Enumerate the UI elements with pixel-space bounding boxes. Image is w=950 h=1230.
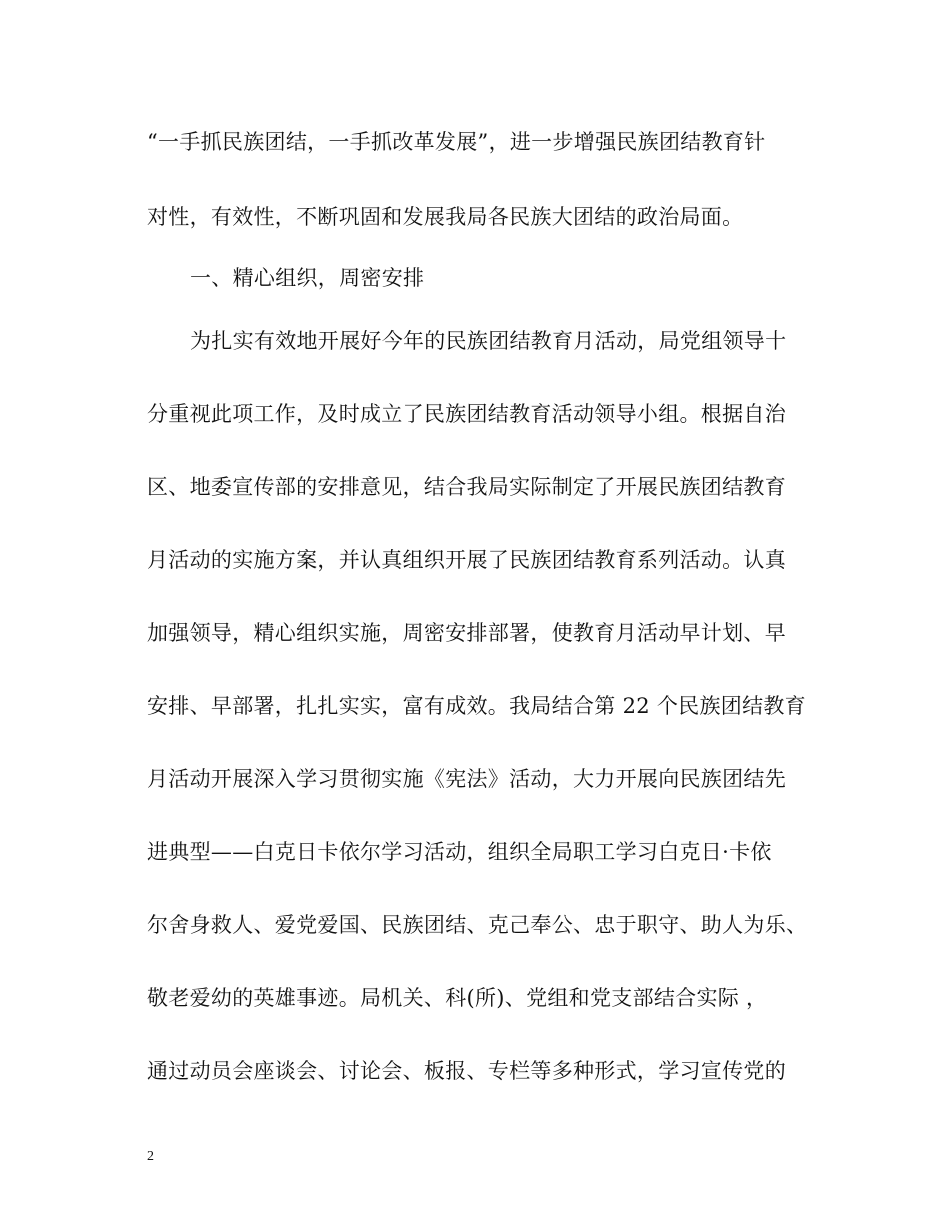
page-number: 2 <box>147 1149 154 1164</box>
text-line-5: 分重视此项工作，及时成立了民族团结教育活动领导小组。根据自治 <box>147 402 786 426</box>
text-line-2: 对性，有效性，不断巩固和发展我局各民族大团结的政治局面。 <box>147 205 744 229</box>
text-line-6: 区、地委宣传部的安排意见，结合我局实际制定了开展民族团结教育 <box>147 475 786 499</box>
text-line-14: 通过动员会座谈会、讨论会、板报、专栏等多种形式，学习宣传党的 <box>147 1059 786 1083</box>
text-line-4: 为扎实有效地开展好今年的民族团结教育月活动，局党组领导十 <box>190 329 787 353</box>
text-line-13: 敬老爱幼的英雄事迹。局机关、科(所)、党组和党支部结合实际 ， <box>147 986 768 1010</box>
section-heading: 一、精心组织，周密安排 <box>190 266 425 290</box>
text-line-10: 月活动开展深入学习贯彻实施《宪法》活动，大力开展向民族团结先 <box>147 767 786 791</box>
text-line-11: 进典型——白克日卡依尔学习活动，组织全局职工学习白克日·卡依 <box>147 840 772 864</box>
text-line-1: “一手抓民族团结，一手抓改革发展”，进一步增强民族团结教育针 <box>147 130 766 154</box>
text-line-8: 加强领导，精心组织实施，周密安排部署，使教育月活动早计划、早 <box>147 621 786 645</box>
text-line-7: 月活动的实施方案，并认真组织开展了民族团结教育系列活动。认真 <box>147 548 786 572</box>
text-line-12: 尔舍身救人、爱党爱国、民族团结、克己奉公、忠于职守、助人为乐、 <box>147 913 808 937</box>
text-line-9: 安排、早部署，扎扎实实，富有成效。我局结合第 22 个民族团结教育 <box>147 694 806 718</box>
